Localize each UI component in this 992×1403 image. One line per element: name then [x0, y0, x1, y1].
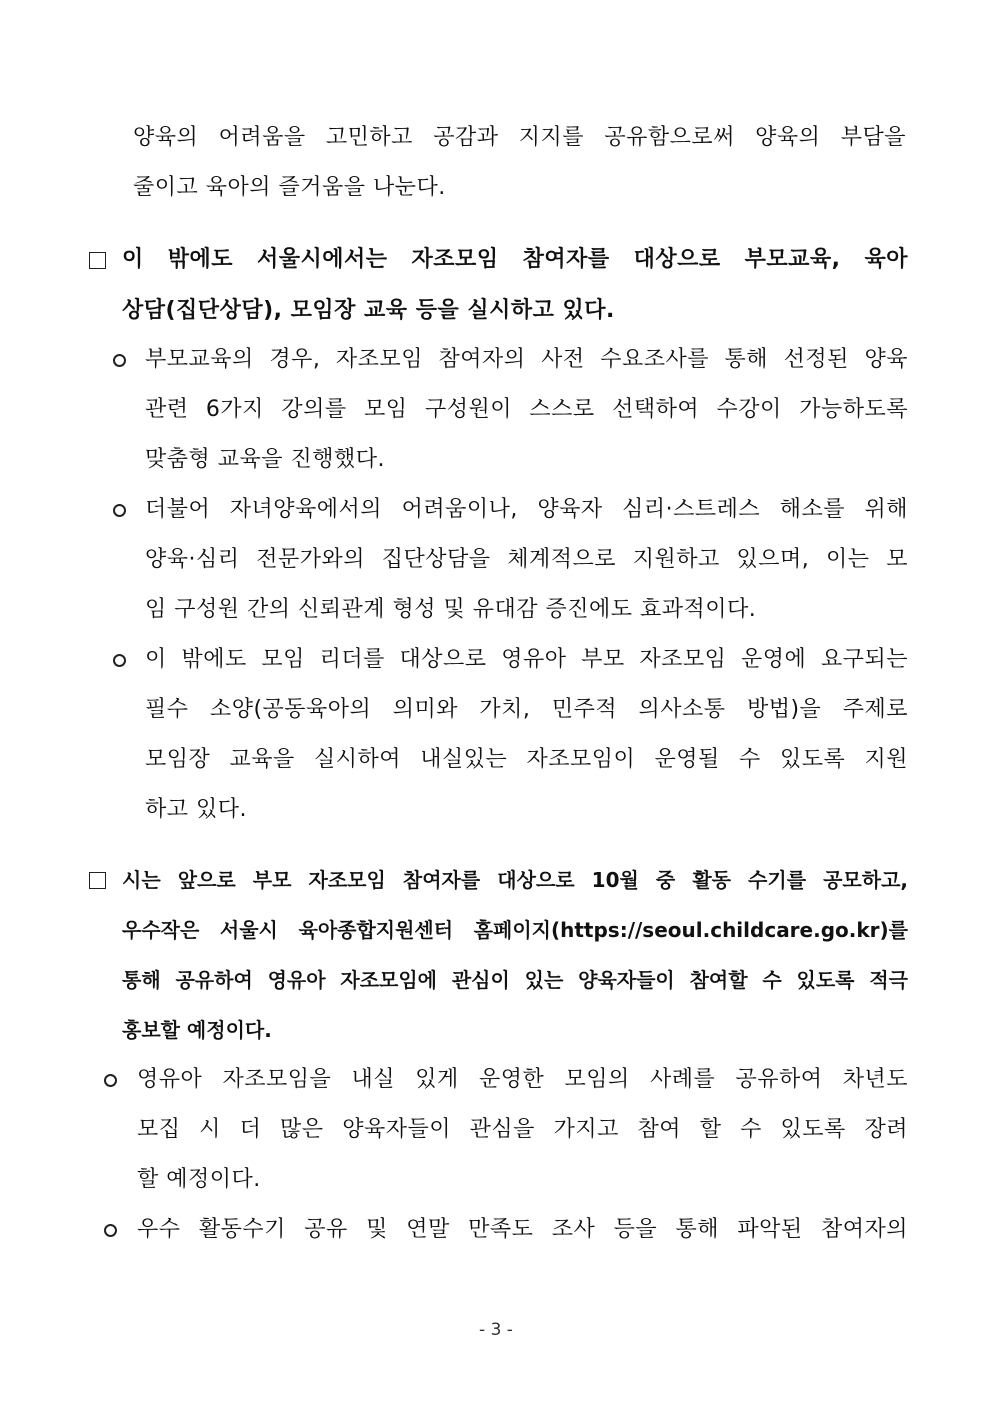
- section2-heading-line-3: 통해 공유하여 영유아 자조모임에 관심이 있는 양육자들이 참여할 수 있도록 적극: [122, 968, 908, 992]
- section1-bullet2-line-1: 더불어 자녀양육에서의 어려움이나, 양육자 심리·스트레스 해소를 위해: [145, 497, 908, 522]
- bullet-circle-icon: [113, 504, 126, 517]
- bullet-circle-icon: [104, 1224, 117, 1237]
- bullet-circle-icon: [104, 1074, 117, 1087]
- section2-heading-line-4: 홍보할 예정이다.: [122, 1018, 272, 1042]
- section1-bullet3-line-3: 모임장 교육을 실시하여 내실있는 자조모임이 운영될 수 있도록 지원: [145, 747, 908, 772]
- section2-bullet1-line-3: 할 예정이다.: [137, 1167, 261, 1192]
- page-number: - 3 -: [479, 1320, 513, 1340]
- section1-bullet1-line-3: 맞춤형 교육을 진행했다.: [145, 447, 386, 472]
- section2-bullet1-line-1: 영유아 자조모임을 내실 있게 운영한 모임의 사례를 공유하여 차년도: [137, 1067, 908, 1092]
- section1-bullet2-line-3: 임 구성원 간의 신뢰관계 형성 및 유대감 증진에도 효과적이다.: [145, 597, 757, 622]
- section2-checkbox-icon: [89, 872, 106, 889]
- section1-bullet3-line-1: 이 밖에도 모임 리더를 대상으로 영유아 부모 자조모임 운영에 요구되는: [145, 647, 908, 672]
- section2-bullet2-line-1: 우수 활동수기 공유 및 연말 만족도 조사 등을 통해 파악된 참여자의: [137, 1217, 908, 1242]
- section1-bullet1-line-1: 부모교육의 경우, 자조모임 참여자의 사전 수요조사를 통해 선정된 양육: [145, 347, 908, 372]
- bullet-circle-icon: [113, 354, 126, 367]
- section1-heading-line-1: 이 밖에도 서울시에서는 자조모임 참여자를 대상으로 부모교육, 육아: [122, 247, 908, 272]
- bullet-circle-icon: [113, 654, 126, 667]
- section1-heading-line-2: 상담(집단상담), 모임장 교육 등을 실시하고 있다.: [122, 298, 615, 323]
- section1-bullet3-line-2: 필수 소양(공동육아의 의미와 가치, 민주적 의사소통 방법)을 주제로: [145, 697, 908, 722]
- intro-line-1: 양육의 어려움을 고민하고 공감과 지지를 공유함으로써 양육의 부담을: [133, 125, 906, 150]
- section1-checkbox-icon: [89, 252, 106, 269]
- section1-bullet3-line-4: 하고 있다.: [145, 797, 247, 822]
- section1-bullet1-line-2: 관련 6가지 강의를 모임 구성원이 스스로 선택하여 수강이 가능하도록: [145, 397, 908, 422]
- section2-heading-line-1: 시는 앞으로 부모 자조모임 참여자를 대상으로 10월 중 활동 수기를 공모하고,: [122, 868, 908, 892]
- section2-bullet1-line-2: 모집 시 더 많은 양육자들이 관심을 가지고 참여 할 수 있도록 장려: [137, 1117, 908, 1142]
- intro-line-2: 줄이고 육아의 즐거움을 나눈다.: [133, 175, 446, 200]
- section2-heading-line-2: 우수작은 서울시 육아종합지원센터 홈페이지(https://seoul.childcare.go.kr)를: [122, 918, 908, 942]
- section1-bullet2-line-2: 양육·심리 전문가와의 집단상담을 체계적으로 지원하고 있으며, 이는 모: [145, 547, 908, 572]
